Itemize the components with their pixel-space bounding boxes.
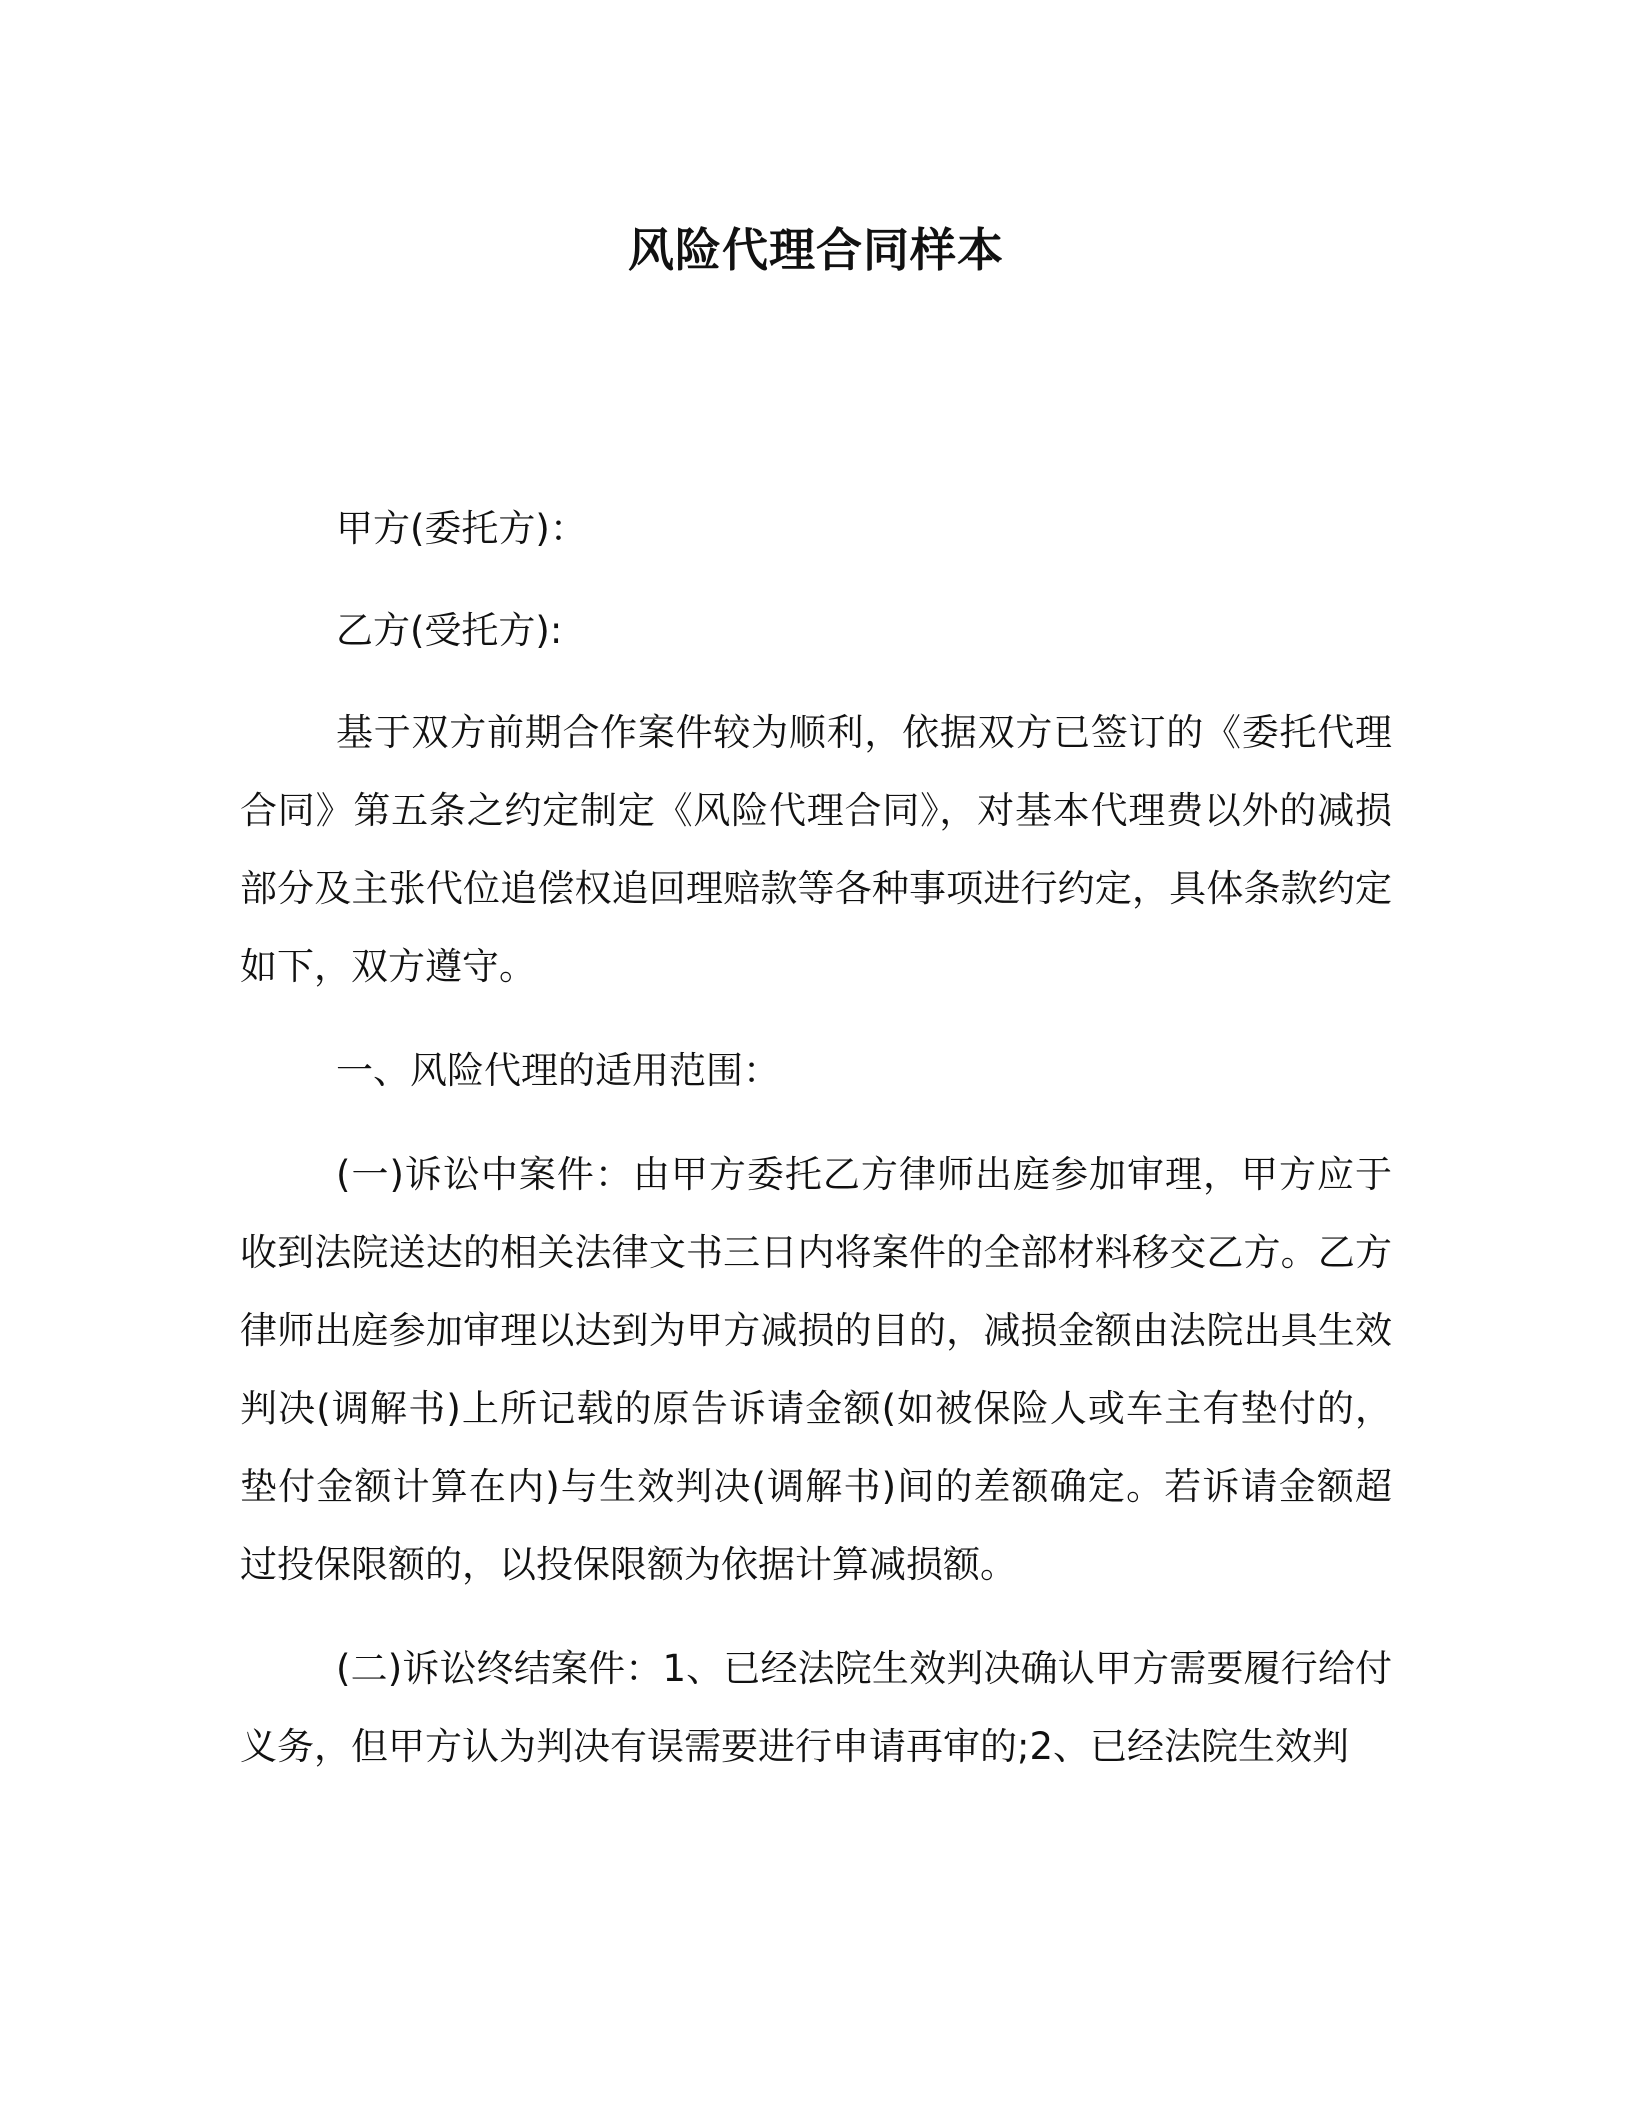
party-b-line: 乙方(受托方): (336, 609, 563, 652)
party-a-line: 甲方(委托方)： (336, 507, 587, 550)
clause-paragraph-1: (一)诉讼中案件：由甲方委托乙方律师出庭参加审理，甲方应于收到法院送达的相关法律文书三日内将案件的全部材料移交乙方。乙方律师出庭参加审理以达到为甲方减损的目的，减损金额由法院出具生效判决(调解书)上所记载的原告诉请金额(如被保险人或车主有垫付的，垫付金额计算在内)与生效判决(调解书)间的差额确定。若诉请金额超过投保限额的，以投保限额为依据计算减损额。 (240, 1153, 1392, 1586)
section-heading: 一、风险代理的适用范围： (336, 1049, 780, 1092)
intro-paragraph: 基于双方前期合作案件较为顺利，依据双方已签订的《委托代理合同》第五条之约定制定《风险代理合同》，对基本代理费以外的减损部分及主张代位追偿权追回理赔款等各种事项进行约定，具体条款约定如下，双方遵守。 (240, 711, 1392, 988)
document-title: 风险代理合同样本 (628, 223, 1004, 277)
document-body (240, 490, 1392, 1812)
clause-paragraph-2: (二)诉讼终结案件：1、已经法院生效判决确认甲方需要履行给付义务，但甲方认为判决有误需要进行申请再审的;2、已经法院生效判 (240, 1647, 1392, 1768)
